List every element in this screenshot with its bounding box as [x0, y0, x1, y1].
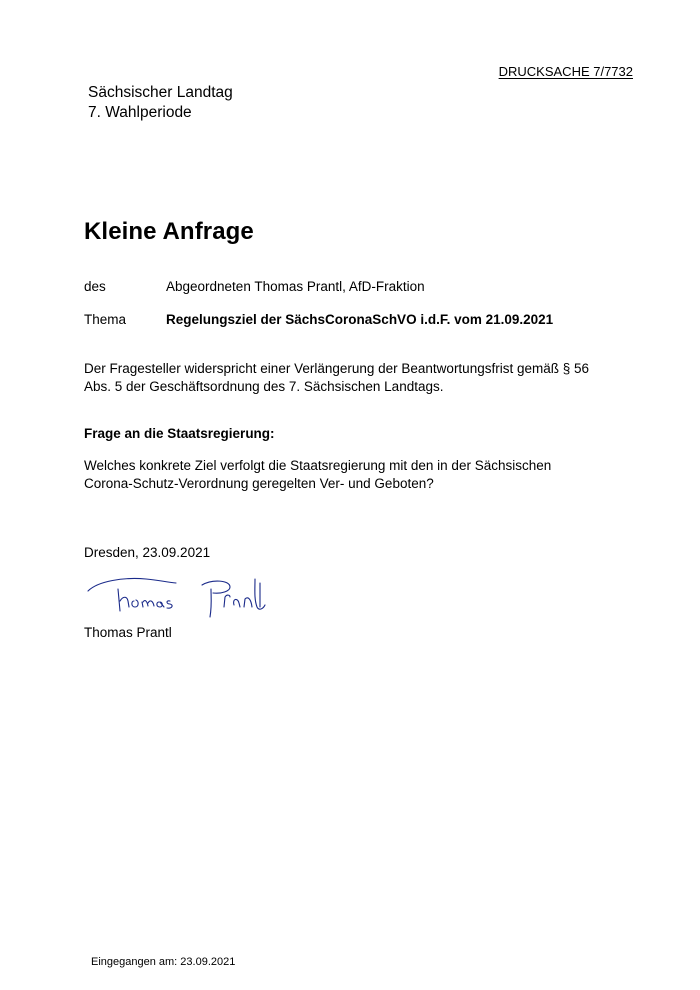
- author-value: Abgeordneten Thomas Prantl, AfD-Fraktion: [166, 279, 425, 294]
- objection-paragraph: [84, 360, 624, 396]
- question-heading: Frage an die Staatsregierung:: [84, 426, 275, 441]
- signature-lettering: Thomas Prantl: [84, 567, 91, 568]
- parliament-block: [88, 83, 233, 123]
- question-line-1: Welches konkrete Ziel verfolgt die Staatsregierung mit den in der Sächsischen: [84, 458, 552, 473]
- page-title: Kleine Anfrage: [84, 218, 254, 245]
- signatory-name: Thomas Prantl: [84, 625, 172, 640]
- document-number: DRUCKSACHE 7/7732: [498, 64, 633, 79]
- received-stamp: Eingegangen am: 23.09.2021: [91, 956, 236, 968]
- handwritten-signature: [84, 567, 269, 625]
- signature-graphic: [84, 567, 269, 625]
- topic-value: Regelungsziel der SächsCoronaSchVO i.d.F. vom 21.09.2021: [166, 312, 554, 327]
- topic-label: Thema: [84, 312, 127, 327]
- question-paragraph: [84, 457, 624, 493]
- legislative-period: 7. Wahlperiode: [88, 104, 192, 121]
- author-label: des: [84, 279, 106, 294]
- place-date: Dresden, 23.09.2021: [84, 545, 211, 560]
- objection-line-1: Der Fragesteller widerspricht einer Verlängerung der Beantwortungsfrist gemäß § 56: [84, 361, 589, 376]
- question-line-2: Corona-Schutz-Verordnung geregelten Ver- und Geboten?: [84, 476, 434, 491]
- parliament-name: Sächsischer Landtag: [88, 84, 233, 101]
- objection-line-2: Abs. 5 der Geschäftsordnung des 7. Sächsischen Landtags.: [84, 379, 444, 394]
